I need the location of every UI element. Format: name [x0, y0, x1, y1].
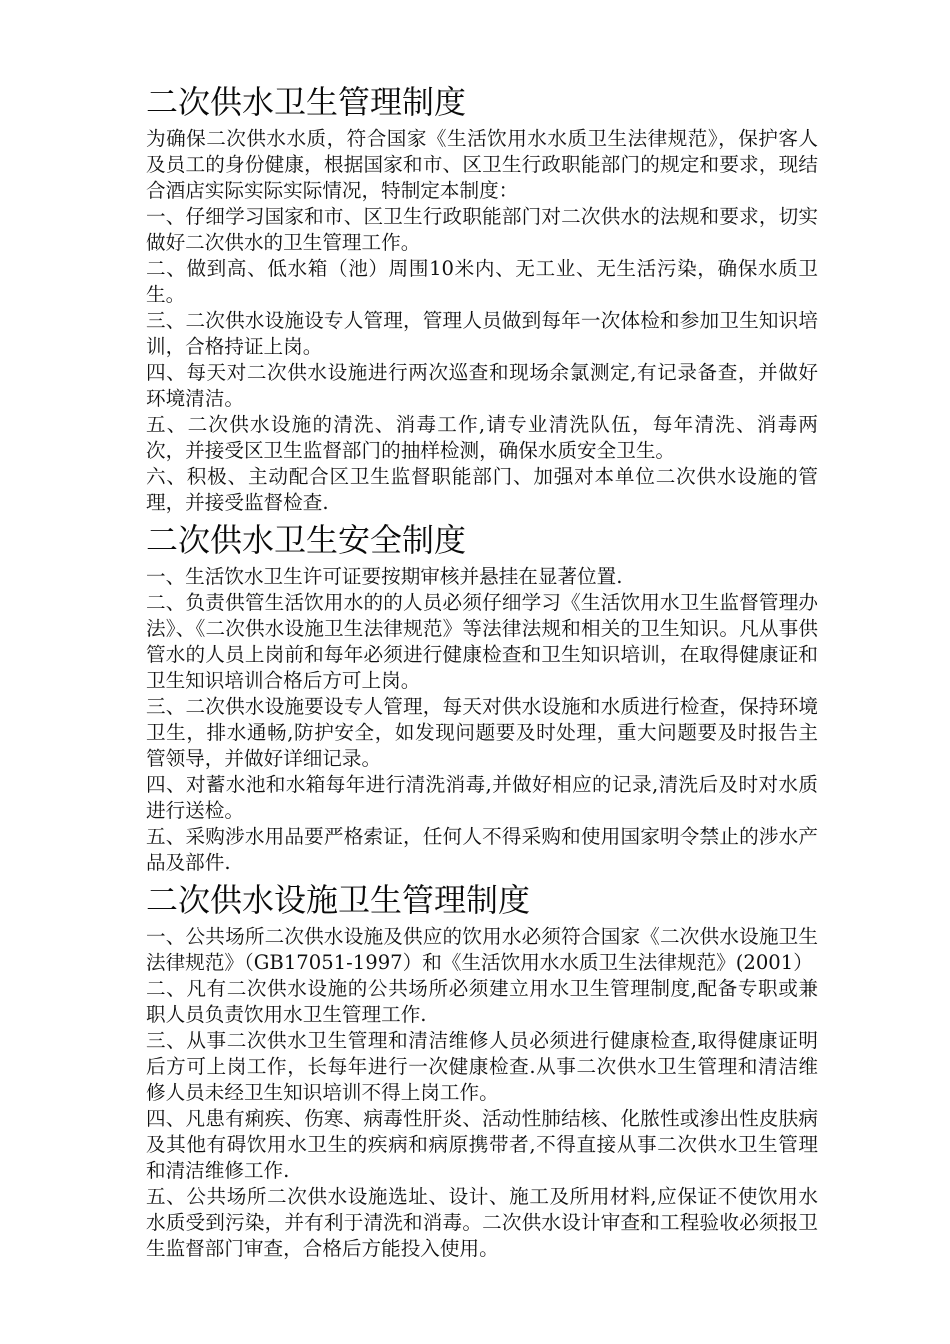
rule-item: 一、仔细学习国家和市、区卫生行政职能部门对二次供水的法规和要求，切实做好二次供水的卫生管理工作。: [146, 205, 818, 254]
section-title: 二次供水卫生安全制度: [146, 521, 467, 559]
rule-item: 二、凡有二次供水设施的公共场所必须建立用水卫生管理制度,配备专职或兼职人员负责饮用水卫生管理工作.: [146, 977, 818, 1026]
intro-paragraph: 为确保二次供水水质，符合国家《生活饮用水水质卫生法律规范》，保护客人及员工的身份健康，根据国家和市、区卫生行政职能部门的规定和要求，现结合酒店实际实际实际情况，特制定本制度：: [146, 127, 818, 202]
rule-item: 五、二次供水设施的清洗、消毒工作,请专业清洗队伍，每年清洗、消毒两次，并接受区卫生监督部门的抽样检测，确保水质安全卫生。: [146, 413, 818, 462]
document-page: [146, 78, 818, 1262]
rule-item: 二、做到高、低水箱（池）周围10米内、无工业、无生活污染，确保水质卫生。: [146, 257, 818, 306]
rule-item: 五、公共场所二次供水设施选址、设计、施工及所用材料,应保证不使饮用水水质受到污染，并有利于清洗和消毒。二次供水设计审查和工程验收必须报卫生监督部门审查，合格后方能投入使用。: [146, 1185, 818, 1260]
section-water-hygiene-safety: [146, 516, 818, 876]
rule-item: 三、从事二次供水卫生管理和清洁维修人员必须进行健康检查,取得健康证明后方可上岗工作，长每年进行一次健康检查.从事二次供水卫生管理和清洁维修人员未经卫生知识培训不得上岗工作。: [146, 1029, 818, 1104]
section-water-hygiene-management: [146, 78, 818, 516]
section-title: 二次供水设施卫生管理制度: [146, 881, 531, 919]
rule-item: 六、积极、主动配合区卫生监督职能部门、加强对本单位二次供水设施的管理，并接受监督检查.: [146, 465, 818, 514]
rule-item: 二、负责供管生活饮用水的的人员必须仔细学习《生活饮用水卫生监督管理办法》、《二次供水设施卫生法律规范》等法律法规和相关的卫生知识。凡从事供管水的人员上岗前和每年必须进行健康检查和卫生知识培训，在取得健康证和卫生知识培训合格后方可上岗。: [146, 591, 818, 692]
section-facility-hygiene-management: [146, 876, 818, 1262]
rule-item: 四、每天对二次供水设施进行两次巡查和现场余氯测定,有记录备查，并做好环境清洁。: [146, 361, 818, 410]
rule-item: 五、采购涉水用品要严格索证，任何人不得采购和使用国家明令禁止的涉水产品及部件.: [146, 825, 818, 874]
rule-item: 三、二次供水设施要设专人管理，每天对供水设施和水质进行检查，保持环境卫生，排水通畅,防护安全，如发现问题要及时处理，重大问题要及时报告主管领导，并做好详细记录。: [146, 695, 818, 770]
section-title: 二次供水卫生管理制度: [146, 83, 467, 121]
rule-item: 一、公共场所二次供水设施及供应的饮用水必须符合国家《二次供水设施卫生法律规范》（GB17051-1997）和《生活饮用水水质卫生法律规范》(2001）: [146, 925, 818, 974]
rule-item: 四、凡患有痢疾、伤寒、病毒性肝炎、活动性肺结核、化脓性或渗出性皮肤病及其他有碍饮用水卫生的疾病和病原携带者,不得直接从事二次供水卫生管理和清洁维修工作.: [146, 1107, 818, 1182]
rule-item: 三、二次供水设施设专人管理，管理人员做到每年一次体检和参加卫生知识培训，合格持证上岗。: [146, 309, 818, 358]
rule-item: 四、对蓄水池和水箱每年进行清洗消毒,并做好相应的记录,清洗后及时对水质进行送检。: [146, 773, 818, 822]
rule-item: 一、生活饮水卫生许可证要按期审核并悬挂在显著位置.: [146, 565, 623, 588]
